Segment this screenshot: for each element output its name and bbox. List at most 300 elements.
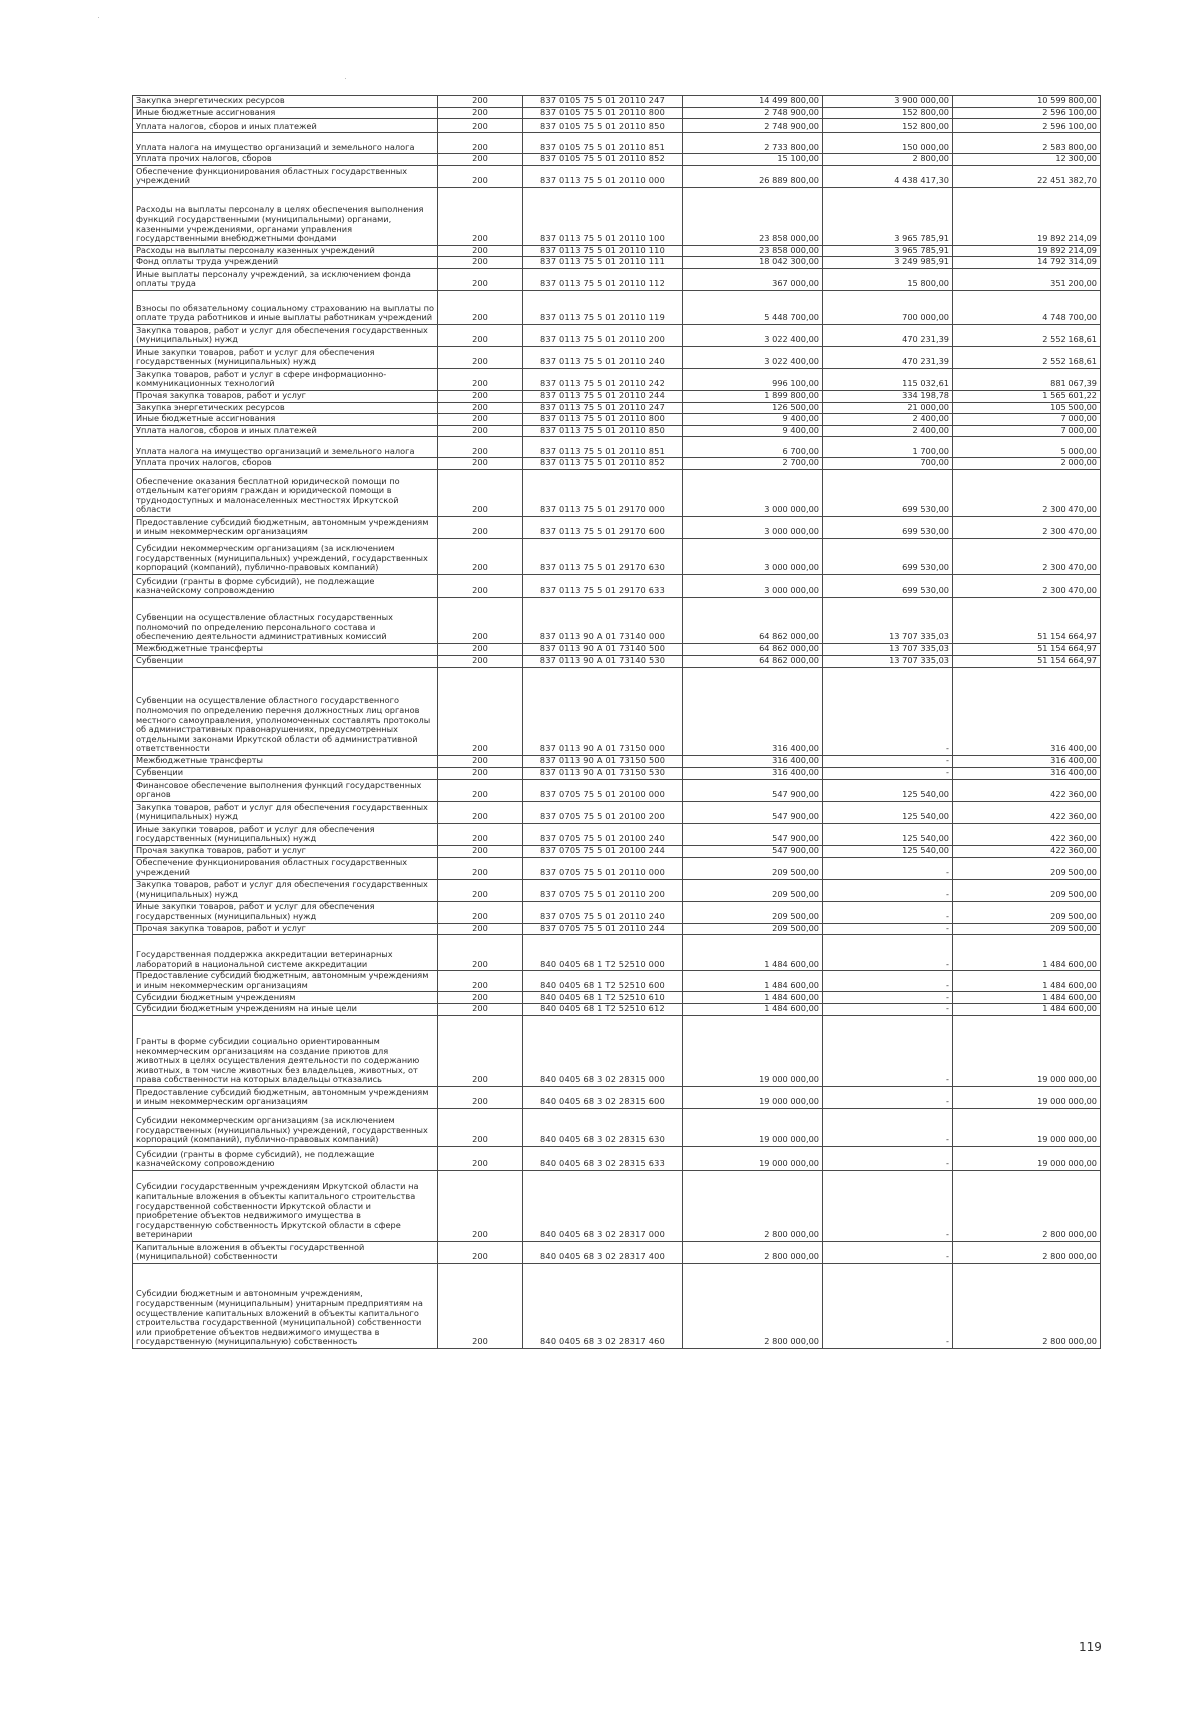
approved-amount-cell: 3 022 400,00 xyxy=(683,346,823,368)
executed-amount-cell: - xyxy=(823,1108,953,1146)
budget-classification-code-cell: 837 0105 75 5 01 20110 247 xyxy=(523,96,683,108)
expense-name-cell: Государственная поддержка аккредитации ветеринарных лабораторий в национальной системе аккредитации xyxy=(133,935,438,971)
expense-name-cell: Субсидии бюджетным учреждениям на иные цели xyxy=(133,1004,438,1016)
budget-classification-code-cell: 840 0405 68 3 02 28315 000 xyxy=(523,1015,683,1086)
table-row xyxy=(133,667,1101,755)
approved-amount-cell: 1 899 800,00 xyxy=(683,390,823,402)
expense-name-cell: Субвенции xyxy=(133,767,438,779)
unexecuted-amount-cell: 1 484 600,00 xyxy=(953,971,1101,992)
approved-amount-cell: 209 500,00 xyxy=(683,857,823,879)
executed-amount-cell: 3 249 985,91 xyxy=(823,257,953,269)
executed-amount-cell: 125 540,00 xyxy=(823,823,953,845)
executed-amount-cell: - xyxy=(823,1004,953,1016)
expense-name-cell: Предоставление субсидий бюджетным, автономным учреждениям и иным некоммерческим организациям xyxy=(133,1086,438,1108)
table-row xyxy=(133,324,1101,346)
executed-amount-cell: 3 965 785,91 xyxy=(823,187,953,245)
budget-classification-code-cell: 837 0113 75 5 01 20110 242 xyxy=(523,368,683,390)
table-row xyxy=(133,823,1101,845)
line-code-cell: 200 xyxy=(438,268,523,290)
executed-amount-cell: 152 800,00 xyxy=(823,107,953,119)
expense-name-cell: Капитальные вложения в объекты государственной (муниципальной) собственности xyxy=(133,1241,438,1263)
table-row xyxy=(133,574,1101,597)
scan-artifact-dot xyxy=(345,78,346,79)
executed-amount-cell: 2 800,00 xyxy=(823,154,953,166)
expense-name-cell: Иные бюджетные ассигнования xyxy=(133,107,438,119)
table-row xyxy=(133,1241,1101,1263)
unexecuted-amount-cell: 2 300 470,00 xyxy=(953,538,1101,574)
budget-classification-code-cell: 837 0113 75 5 01 29170 630 xyxy=(523,538,683,574)
executed-amount-cell: 700 000,00 xyxy=(823,290,953,324)
approved-amount-cell: 3 000 000,00 xyxy=(683,469,823,516)
expense-name-cell: Прочая закупка товаров, работ и услуг xyxy=(133,845,438,857)
unexecuted-amount-cell: 1 565 601,22 xyxy=(953,390,1101,402)
line-code-cell: 200 xyxy=(438,107,523,119)
table-row xyxy=(133,1004,1101,1016)
unexecuted-amount-cell: 19 000 000,00 xyxy=(953,1108,1101,1146)
line-code-cell: 200 xyxy=(438,425,523,437)
table-row xyxy=(133,516,1101,538)
budget-classification-code-cell: 840 0405 68 1 Т2 52510 610 xyxy=(523,992,683,1004)
executed-amount-cell: - xyxy=(823,1086,953,1108)
line-code-cell: 200 xyxy=(438,574,523,597)
line-code-cell: 200 xyxy=(438,245,523,257)
budget-classification-code-cell: 837 0113 75 5 01 20110 100 xyxy=(523,187,683,245)
budget-classification-code-cell: 837 0113 75 5 01 29170 600 xyxy=(523,516,683,538)
approved-amount-cell: 14 499 800,00 xyxy=(683,96,823,108)
executed-amount-cell: 13 707 335,03 xyxy=(823,643,953,655)
unexecuted-amount-cell: 105 500,00 xyxy=(953,402,1101,414)
line-code-cell: 200 xyxy=(438,643,523,655)
expense-name-cell: Закупка товаров, работ и услуг для обеспечения государственных (муниципальных) нужд xyxy=(133,324,438,346)
expense-name-cell: Субвенции на осуществление областного государственного полномочия по определению перечня должностных лиц органов местного самоуправления, уполномоченных составлять протоколы об административных правонарушениях, предусмотренных отдельными законами Иркутской области об административной ответственности xyxy=(133,667,438,755)
line-code-cell: 200 xyxy=(438,516,523,538)
expense-name-cell: Уплата прочих налогов, сборов xyxy=(133,458,438,470)
line-code-cell: 200 xyxy=(438,597,523,643)
executed-amount-cell: - xyxy=(823,1263,953,1348)
table-row xyxy=(133,1108,1101,1146)
approved-amount-cell: 19 000 000,00 xyxy=(683,1108,823,1146)
executed-amount-cell: - xyxy=(823,755,953,767)
unexecuted-amount-cell: 209 500,00 xyxy=(953,879,1101,901)
expense-name-cell: Иные закупки товаров, работ и услуг для обеспечения государственных (муниципальных) нужд xyxy=(133,901,438,923)
line-code-cell: 200 xyxy=(438,96,523,108)
expense-name-cell: Обеспечение оказания бесплатной юридической помощи по отдельным категориям граждан и юридической помощи в труднодоступных и малонаселенных местностях Иркутской области xyxy=(133,469,438,516)
budget-classification-code-cell: 837 0113 75 5 01 20110 240 xyxy=(523,346,683,368)
executed-amount-cell: 150 000,00 xyxy=(823,133,953,154)
executed-amount-cell: 2 400,00 xyxy=(823,414,953,426)
approved-amount-cell: 2 700,00 xyxy=(683,458,823,470)
line-code-cell: 200 xyxy=(438,290,523,324)
line-code-cell: 200 xyxy=(438,845,523,857)
expense-name-cell: Прочая закупка товаров, работ и услуг xyxy=(133,923,438,935)
expense-name-cell: Фонд оплаты труда учреждений xyxy=(133,257,438,269)
expense-name-cell: Субсидии бюджетным и автономным учреждениям, государственным (муниципальным) унитарным предприятиям на осуществление капитальных вложений в объекты капитального строительства государственной (муниципальной) собственности или приобретение объектов недвижимого имущества в государственную (муниципальную) собственность xyxy=(133,1263,438,1348)
table-row xyxy=(133,857,1101,879)
budget-classification-code-cell: 840 0405 68 1 Т2 52510 000 xyxy=(523,935,683,971)
executed-amount-cell: 699 530,00 xyxy=(823,516,953,538)
budget-classification-code-cell: 837 0113 75 5 01 20110 200 xyxy=(523,324,683,346)
line-code-cell: 200 xyxy=(438,187,523,245)
approved-amount-cell: 2 800 000,00 xyxy=(683,1170,823,1241)
executed-amount-cell: - xyxy=(823,992,953,1004)
approved-amount-cell: 19 000 000,00 xyxy=(683,1146,823,1170)
executed-amount-cell: 1 700,00 xyxy=(823,437,953,458)
approved-amount-cell: 2 733 800,00 xyxy=(683,133,823,154)
approved-amount-cell: 3 000 000,00 xyxy=(683,516,823,538)
line-code-cell: 200 xyxy=(438,1086,523,1108)
line-code-cell: 200 xyxy=(438,1004,523,1016)
expense-name-cell: Расходы на выплаты персоналу в целях обеспечения выполнения функций государственными (муниципальными) органами, казенными учреждениями, органами управления государственными внебюджетными фондами xyxy=(133,187,438,245)
approved-amount-cell: 316 400,00 xyxy=(683,755,823,767)
expense-name-cell: Предоставление субсидий бюджетным, автономным учреждениям и иным некоммерческим организациям xyxy=(133,971,438,992)
executed-amount-cell: 115 032,61 xyxy=(823,368,953,390)
approved-amount-cell: 126 500,00 xyxy=(683,402,823,414)
unexecuted-amount-cell: 422 360,00 xyxy=(953,801,1101,823)
line-code-cell: 200 xyxy=(438,1170,523,1241)
budget-classification-code-cell: 837 0113 90 А 01 73140 000 xyxy=(523,597,683,643)
unexecuted-amount-cell: 209 500,00 xyxy=(953,923,1101,935)
approved-amount-cell: 23 858 000,00 xyxy=(683,187,823,245)
unexecuted-amount-cell: 1 484 600,00 xyxy=(953,992,1101,1004)
table-body xyxy=(133,96,1101,1349)
table-row xyxy=(133,1263,1101,1348)
unexecuted-amount-cell: 209 500,00 xyxy=(953,901,1101,923)
table-row xyxy=(133,268,1101,290)
expense-name-cell: Уплата налогов, сборов и иных платежей xyxy=(133,425,438,437)
table-row xyxy=(133,425,1101,437)
unexecuted-amount-cell: 10 599 800,00 xyxy=(953,96,1101,108)
unexecuted-amount-cell: 2 000,00 xyxy=(953,458,1101,470)
line-code-cell: 200 xyxy=(438,971,523,992)
expense-name-cell: Обеспечение функционирования областных государственных учреждений xyxy=(133,165,438,187)
unexecuted-amount-cell: 51 154 664,97 xyxy=(953,643,1101,655)
table-row xyxy=(133,437,1101,458)
executed-amount-cell: - xyxy=(823,767,953,779)
approved-amount-cell: 209 500,00 xyxy=(683,923,823,935)
budget-classification-code-cell: 837 0113 75 5 01 20110 852 xyxy=(523,458,683,470)
unexecuted-amount-cell: 7 000,00 xyxy=(953,425,1101,437)
line-code-cell: 200 xyxy=(438,324,523,346)
expense-name-cell: Прочая закупка товаров, работ и услуг xyxy=(133,390,438,402)
budget-classification-code-cell: 837 0705 75 5 01 20100 240 xyxy=(523,823,683,845)
expense-name-cell: Иные закупки товаров, работ и услуг для обеспечения государственных (муниципальных) нужд xyxy=(133,346,438,368)
unexecuted-amount-cell: 19 892 214,09 xyxy=(953,187,1101,245)
unexecuted-amount-cell: 2 800 000,00 xyxy=(953,1170,1101,1241)
table-row xyxy=(133,1170,1101,1241)
expense-name-cell: Предоставление субсидий бюджетным, автономным учреждениям и иным некоммерческим организациям xyxy=(133,516,438,538)
table-row xyxy=(133,187,1101,245)
budget-classification-code-cell: 837 0113 75 5 01 20110 850 xyxy=(523,425,683,437)
executed-amount-cell: - xyxy=(823,1015,953,1086)
line-code-cell: 200 xyxy=(438,154,523,166)
budget-classification-code-cell: 837 0105 75 5 01 20110 800 xyxy=(523,107,683,119)
budget-classification-code-cell: 837 0113 90 А 01 73140 530 xyxy=(523,655,683,667)
table-row xyxy=(133,779,1101,801)
approved-amount-cell: 9 400,00 xyxy=(683,425,823,437)
executed-amount-cell: 2 400,00 xyxy=(823,425,953,437)
budget-classification-code-cell: 837 0705 75 5 01 20100 244 xyxy=(523,845,683,857)
approved-amount-cell: 3 000 000,00 xyxy=(683,538,823,574)
table-row xyxy=(133,469,1101,516)
line-code-cell: 200 xyxy=(438,655,523,667)
budget-classification-code-cell: 837 0113 75 5 01 20110 112 xyxy=(523,268,683,290)
expense-name-cell: Иные закупки товаров, работ и услуг для обеспечения государственных (муниципальных) нужд xyxy=(133,823,438,845)
table-row xyxy=(133,245,1101,257)
approved-amount-cell: 547 900,00 xyxy=(683,845,823,857)
line-code-cell: 200 xyxy=(438,901,523,923)
approved-amount-cell: 316 400,00 xyxy=(683,767,823,779)
table-row xyxy=(133,458,1101,470)
unexecuted-amount-cell: 2 300 470,00 xyxy=(953,574,1101,597)
approved-amount-cell: 209 500,00 xyxy=(683,879,823,901)
approved-amount-cell: 23 858 000,00 xyxy=(683,245,823,257)
executed-amount-cell: 152 800,00 xyxy=(823,119,953,133)
budget-execution-table xyxy=(132,95,1101,1349)
expense-name-cell: Расходы на выплаты персоналу казенных учреждений xyxy=(133,245,438,257)
table-row xyxy=(133,402,1101,414)
unexecuted-amount-cell: 2 596 100,00 xyxy=(953,107,1101,119)
unexecuted-amount-cell: 51 154 664,97 xyxy=(953,655,1101,667)
table-row xyxy=(133,346,1101,368)
executed-amount-cell: 13 707 335,03 xyxy=(823,597,953,643)
approved-amount-cell: 1 484 600,00 xyxy=(683,971,823,992)
line-code-cell: 200 xyxy=(438,755,523,767)
line-code-cell: 200 xyxy=(438,1015,523,1086)
expense-name-cell: Субвенции на осуществление областных государственных полномочий по определению персонального состава и обеспечению деятельности административных комиссий xyxy=(133,597,438,643)
table-row xyxy=(133,1146,1101,1170)
budget-classification-code-cell: 837 0705 75 5 01 20110 240 xyxy=(523,901,683,923)
budget-classification-code-cell: 837 0113 75 5 01 20110 247 xyxy=(523,402,683,414)
line-code-cell: 200 xyxy=(438,402,523,414)
unexecuted-amount-cell: 1 484 600,00 xyxy=(953,1004,1101,1016)
expense-name-cell: Закупка товаров, работ и услуг для обеспечения государственных (муниципальных) нужд xyxy=(133,879,438,901)
line-code-cell: 200 xyxy=(438,390,523,402)
line-code-cell: 200 xyxy=(438,767,523,779)
approved-amount-cell: 209 500,00 xyxy=(683,901,823,923)
expense-name-cell: Иные бюджетные ассигнования xyxy=(133,414,438,426)
approved-amount-cell: 2 800 000,00 xyxy=(683,1263,823,1348)
page-number: 119 xyxy=(1079,1640,1102,1654)
unexecuted-amount-cell: 19 000 000,00 xyxy=(953,1146,1101,1170)
budget-classification-code-cell: 837 0113 75 5 01 20110 000 xyxy=(523,165,683,187)
approved-amount-cell: 1 484 600,00 xyxy=(683,935,823,971)
line-code-cell: 200 xyxy=(438,165,523,187)
unexecuted-amount-cell: 422 360,00 xyxy=(953,779,1101,801)
table-row xyxy=(133,755,1101,767)
expense-name-cell: Закупка товаров, работ и услуг для обеспечения государственных (муниципальных) нужд xyxy=(133,801,438,823)
budget-classification-code-cell: 837 0705 75 5 01 20100 200 xyxy=(523,801,683,823)
executed-amount-cell: 125 540,00 xyxy=(823,801,953,823)
unexecuted-amount-cell: 22 451 382,70 xyxy=(953,165,1101,187)
line-code-cell: 200 xyxy=(438,879,523,901)
unexecuted-amount-cell: 2 596 100,00 xyxy=(953,119,1101,133)
approved-amount-cell: 15 100,00 xyxy=(683,154,823,166)
approved-amount-cell: 5 448 700,00 xyxy=(683,290,823,324)
expense-name-cell: Уплата налога на имущество организаций и земельного налога xyxy=(133,437,438,458)
approved-amount-cell: 547 900,00 xyxy=(683,801,823,823)
line-code-cell: 200 xyxy=(438,667,523,755)
budget-classification-code-cell: 837 0113 90 А 01 73150 530 xyxy=(523,767,683,779)
expense-name-cell: Взносы по обязательному социальному страхованию на выплаты по оплате труда работников и иные выплаты работникам учреждений xyxy=(133,290,438,324)
table-row xyxy=(133,992,1101,1004)
unexecuted-amount-cell: 19 892 214,09 xyxy=(953,245,1101,257)
unexecuted-amount-cell: 316 400,00 xyxy=(953,755,1101,767)
unexecuted-amount-cell: 7 000,00 xyxy=(953,414,1101,426)
unexecuted-amount-cell: 2 800 000,00 xyxy=(953,1263,1101,1348)
line-code-cell: 200 xyxy=(438,414,523,426)
table-row xyxy=(133,971,1101,992)
expense-name-cell: Субсидии (гранты в форме субсидий), не подлежащие казначейскому сопровождению xyxy=(133,1146,438,1170)
approved-amount-cell: 3 000 000,00 xyxy=(683,574,823,597)
line-code-cell: 200 xyxy=(438,133,523,154)
table-row xyxy=(133,901,1101,923)
approved-amount-cell: 64 862 000,00 xyxy=(683,597,823,643)
unexecuted-amount-cell: 2 800 000,00 xyxy=(953,1241,1101,1263)
unexecuted-amount-cell: 12 300,00 xyxy=(953,154,1101,166)
budget-classification-code-cell: 837 0705 75 5 01 20110 244 xyxy=(523,923,683,935)
approved-amount-cell: 64 862 000,00 xyxy=(683,655,823,667)
approved-amount-cell: 18 042 300,00 xyxy=(683,257,823,269)
table-row xyxy=(133,390,1101,402)
expense-name-cell: Субсидии некоммерческим организациям (за исключением государственных (муниципальных) учреждений, государственных корпораций (компаний), публично-правовых компаний) xyxy=(133,1108,438,1146)
budget-classification-code-cell: 840 0405 68 3 02 28315 633 xyxy=(523,1146,683,1170)
budget-classification-code-cell: 837 0105 75 5 01 20110 852 xyxy=(523,154,683,166)
executed-amount-cell: - xyxy=(823,901,953,923)
line-code-cell: 200 xyxy=(438,923,523,935)
expense-name-cell: Субсидии государственным учреждениям Иркутской области на капитальные вложения в объекты капитального строительства государственной собственности Иркутской области и приобретение объектов недвижимого имущества в государственную собственность Иркутской области в сфере ветеринарии xyxy=(133,1170,438,1241)
line-code-cell: 200 xyxy=(438,1263,523,1348)
executed-amount-cell: 699 530,00 xyxy=(823,574,953,597)
expense-name-cell: Уплата налога на имущество организаций и земельного налога xyxy=(133,133,438,154)
budget-classification-code-cell: 837 0105 75 5 01 20110 850 xyxy=(523,119,683,133)
executed-amount-cell: 125 540,00 xyxy=(823,845,953,857)
unexecuted-amount-cell: 1 484 600,00 xyxy=(953,935,1101,971)
executed-amount-cell: 470 231,39 xyxy=(823,324,953,346)
table-row xyxy=(133,935,1101,971)
budget-classification-code-cell: 837 0113 75 5 01 20110 111 xyxy=(523,257,683,269)
executed-amount-cell: - xyxy=(823,667,953,755)
executed-amount-cell: - xyxy=(823,923,953,935)
unexecuted-amount-cell: 2 583 800,00 xyxy=(953,133,1101,154)
budget-classification-code-cell: 837 0113 90 А 01 73140 500 xyxy=(523,643,683,655)
budget-classification-code-cell: 840 0405 68 3 02 28315 600 xyxy=(523,1086,683,1108)
line-code-cell: 200 xyxy=(438,1146,523,1170)
unexecuted-amount-cell: 2 300 470,00 xyxy=(953,516,1101,538)
table-row xyxy=(133,107,1101,119)
table-row xyxy=(133,643,1101,655)
line-code-cell: 200 xyxy=(438,992,523,1004)
expense-name-cell: Субсидии некоммерческим организациям (за исключением государственных (муниципальных) учреждений, государственных корпораций (компаний), публично-правовых компаний) xyxy=(133,538,438,574)
executed-amount-cell: 3 965 785,91 xyxy=(823,245,953,257)
expense-name-cell: Субсидии бюджетным учреждениям xyxy=(133,992,438,1004)
unexecuted-amount-cell: 881 067,39 xyxy=(953,368,1101,390)
approved-amount-cell: 6 700,00 xyxy=(683,437,823,458)
approved-amount-cell: 19 000 000,00 xyxy=(683,1086,823,1108)
table-row xyxy=(133,597,1101,643)
expense-name-cell: Обеспечение функционирования областных государственных учреждений xyxy=(133,857,438,879)
unexecuted-amount-cell: 51 154 664,97 xyxy=(953,597,1101,643)
unexecuted-amount-cell: 422 360,00 xyxy=(953,845,1101,857)
line-code-cell: 200 xyxy=(438,779,523,801)
budget-classification-code-cell: 840 0405 68 3 02 28317 000 xyxy=(523,1170,683,1241)
executed-amount-cell: 470 231,39 xyxy=(823,346,953,368)
line-code-cell: 200 xyxy=(438,469,523,516)
table-row xyxy=(133,879,1101,901)
line-code-cell: 200 xyxy=(438,823,523,845)
expense-name-cell: Закупка энергетических ресурсов xyxy=(133,402,438,414)
budget-classification-code-cell: 840 0405 68 3 02 28317 400 xyxy=(523,1241,683,1263)
unexecuted-amount-cell: 2 552 168,61 xyxy=(953,346,1101,368)
table-row xyxy=(133,133,1101,154)
budget-classification-code-cell: 837 0105 75 5 01 20110 851 xyxy=(523,133,683,154)
budget-classification-code-cell: 837 0113 90 А 01 73150 000 xyxy=(523,667,683,755)
table-row xyxy=(133,119,1101,133)
expense-name-cell: Финансовое обеспечение выполнения функций государственных органов xyxy=(133,779,438,801)
table-row xyxy=(133,538,1101,574)
unexecuted-amount-cell: 14 792 314,09 xyxy=(953,257,1101,269)
table-row xyxy=(133,165,1101,187)
executed-amount-cell: - xyxy=(823,971,953,992)
approved-amount-cell: 2 800 000,00 xyxy=(683,1241,823,1263)
line-code-cell: 200 xyxy=(438,801,523,823)
executed-amount-cell: 21 000,00 xyxy=(823,402,953,414)
table-row xyxy=(133,923,1101,935)
line-code-cell: 200 xyxy=(438,257,523,269)
scan-artifact-dot xyxy=(98,17,99,18)
expense-name-cell: Уплата прочих налогов, сборов xyxy=(133,154,438,166)
budget-classification-code-cell: 837 0113 75 5 01 29170 633 xyxy=(523,574,683,597)
approved-amount-cell: 2 748 900,00 xyxy=(683,107,823,119)
line-code-cell: 200 xyxy=(438,935,523,971)
unexecuted-amount-cell: 351 200,00 xyxy=(953,268,1101,290)
unexecuted-amount-cell: 2 552 168,61 xyxy=(953,324,1101,346)
line-code-cell: 200 xyxy=(438,119,523,133)
budget-classification-code-cell: 837 0113 75 5 01 20110 800 xyxy=(523,414,683,426)
executed-amount-cell: - xyxy=(823,935,953,971)
executed-amount-cell: 125 540,00 xyxy=(823,779,953,801)
table-row xyxy=(133,767,1101,779)
budget-classification-code-cell: 837 0705 75 5 01 20110 000 xyxy=(523,857,683,879)
executed-amount-cell: - xyxy=(823,1146,953,1170)
unexecuted-amount-cell: 19 000 000,00 xyxy=(953,1015,1101,1086)
budget-report-table-wrapper xyxy=(132,95,1100,1349)
expense-name-cell: Межбюджетные трансферты xyxy=(133,755,438,767)
budget-classification-code-cell: 837 0113 75 5 01 20110 851 xyxy=(523,437,683,458)
line-code-cell: 200 xyxy=(438,857,523,879)
approved-amount-cell: 367 000,00 xyxy=(683,268,823,290)
executed-amount-cell: 700,00 xyxy=(823,458,953,470)
budget-classification-code-cell: 840 0405 68 1 Т2 52510 600 xyxy=(523,971,683,992)
executed-amount-cell: 13 707 335,03 xyxy=(823,655,953,667)
approved-amount-cell: 316 400,00 xyxy=(683,667,823,755)
line-code-cell: 200 xyxy=(438,437,523,458)
approved-amount-cell: 64 862 000,00 xyxy=(683,643,823,655)
executed-amount-cell: - xyxy=(823,879,953,901)
table-row xyxy=(133,96,1101,108)
executed-amount-cell: 15 800,00 xyxy=(823,268,953,290)
table-row xyxy=(133,368,1101,390)
line-code-cell: 200 xyxy=(438,1108,523,1146)
executed-amount-cell: 3 900 000,00 xyxy=(823,96,953,108)
budget-classification-code-cell: 837 0113 75 5 01 20110 119 xyxy=(523,290,683,324)
budget-classification-code-cell: 837 0113 75 5 01 29170 000 xyxy=(523,469,683,516)
table-row xyxy=(133,290,1101,324)
table-row xyxy=(133,414,1101,426)
table-row xyxy=(133,845,1101,857)
budget-classification-code-cell: 837 0113 75 5 01 20110 244 xyxy=(523,390,683,402)
expense-name-cell: Закупка энергетических ресурсов xyxy=(133,96,438,108)
unexecuted-amount-cell: 316 400,00 xyxy=(953,667,1101,755)
